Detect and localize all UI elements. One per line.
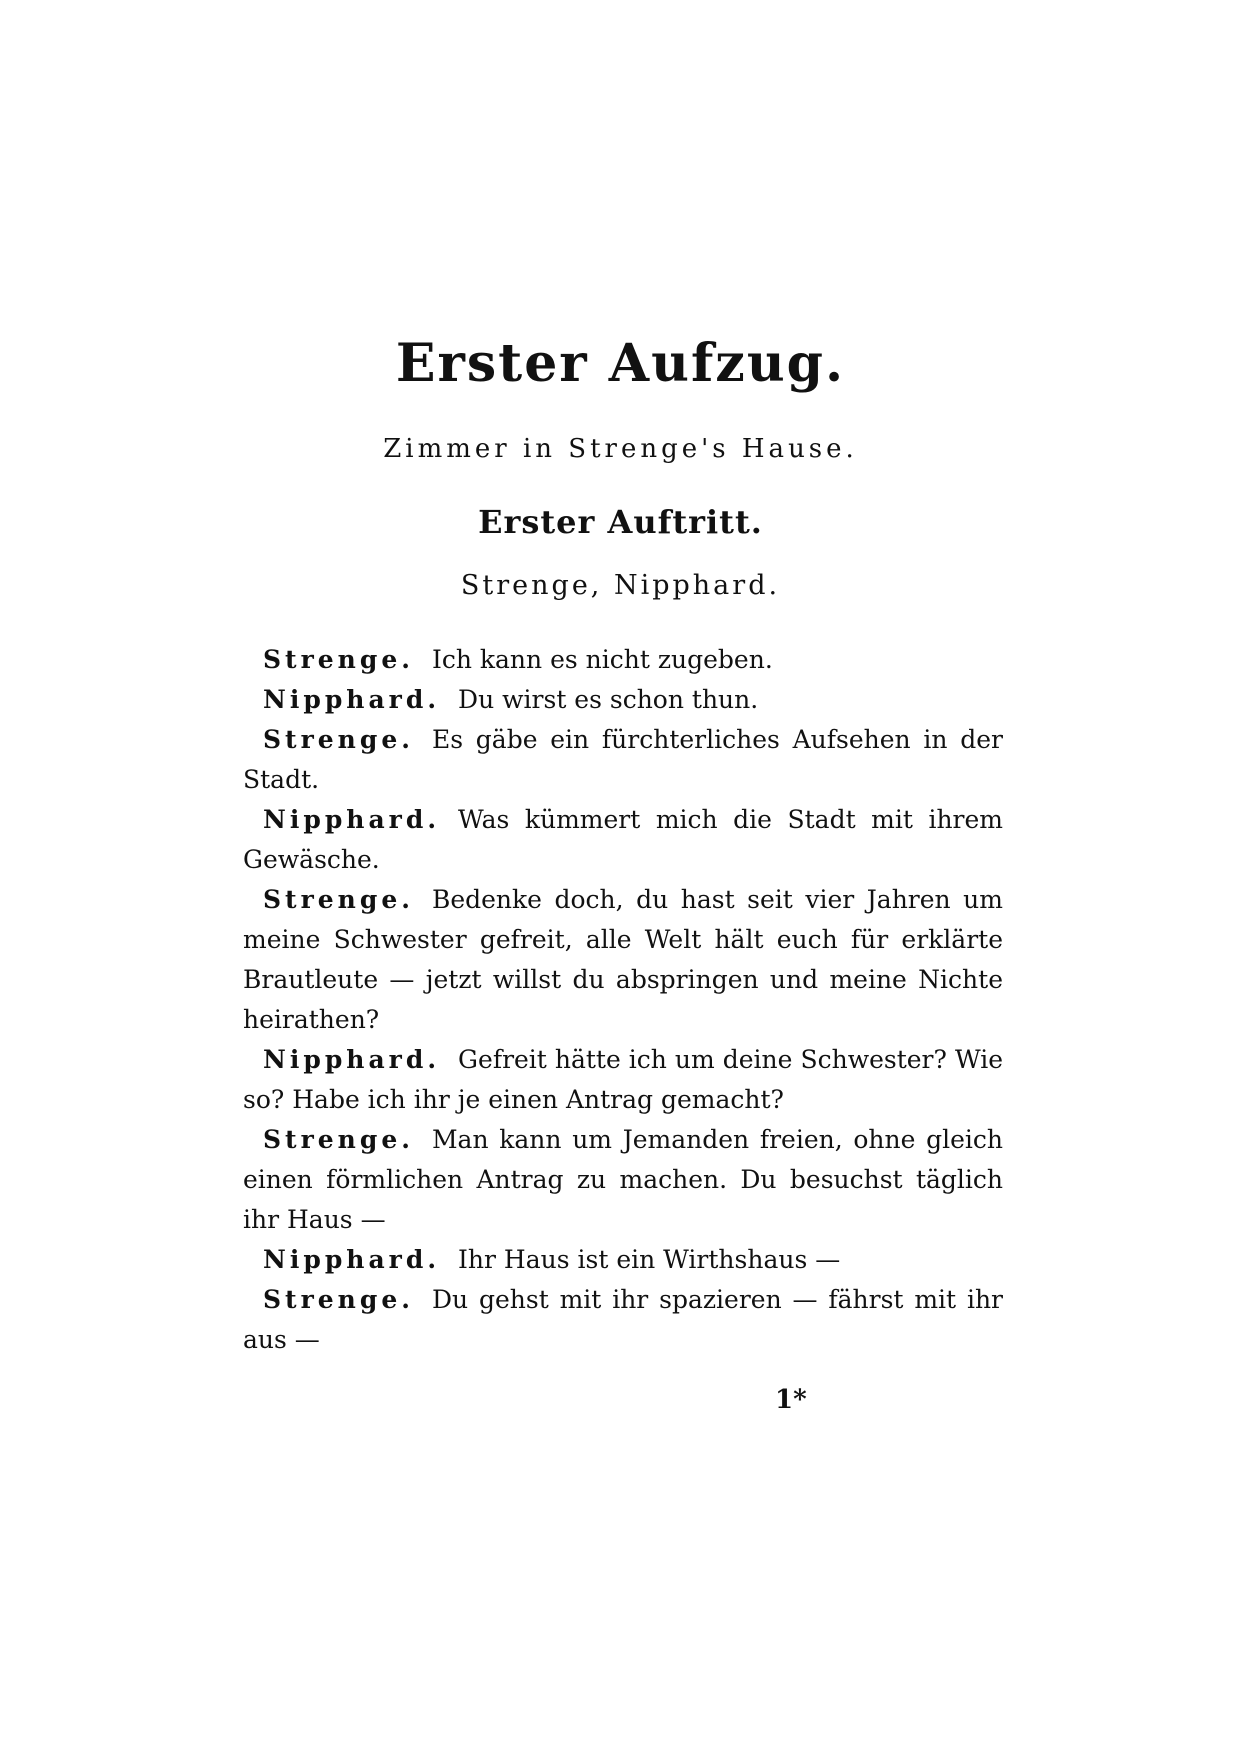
speech-text: Gefreit hätte ich um deine Schwester? Wie so? Habe ich ihr je einen Antrag gemacht?	[243, 1045, 1003, 1114]
speech	[243, 1280, 1003, 1360]
persons-list: Strenge, Nipphard.	[460, 570, 781, 601]
speaker-name: Strenge.	[263, 645, 414, 674]
speaker-name: Nipphard.	[263, 1245, 441, 1274]
scene-title: Erster Auftritt.	[478, 503, 763, 541]
speaker-name: Nipphard.	[263, 685, 441, 714]
speech-text: Was kümmert mich die Stadt mit ihrem Gewäsche.	[243, 805, 1003, 874]
speaker-name: Strenge.	[263, 1285, 414, 1314]
speech	[243, 1120, 1003, 1240]
speaker-name: Strenge.	[263, 885, 414, 914]
speaker-name: Strenge.	[263, 1125, 414, 1154]
speech-text: Du wirst es schon thun.	[458, 685, 759, 714]
speech-text: Ihr Haus ist ein Wirthshaus —	[458, 1245, 841, 1274]
speech-text: Du gehst mit ihr spazieren — fährst mit ihr aus —	[243, 1285, 1003, 1354]
speech	[243, 720, 1003, 800]
speech	[243, 1240, 1003, 1280]
speech	[243, 1040, 1003, 1120]
speaker-name: Nipphard.	[263, 1045, 441, 1074]
speaker-name: Nipphard.	[263, 805, 441, 834]
speech	[243, 880, 1003, 1040]
scene-setting: Zimmer in Strenge's Hause.	[383, 434, 858, 464]
speech	[243, 680, 1003, 720]
dialogue	[243, 640, 1003, 1360]
speech	[243, 800, 1003, 880]
speaker-name: Strenge.	[263, 725, 414, 754]
speech-text: Es gäbe ein fürchterliches Aufsehen in der Stadt.	[243, 725, 1003, 794]
speech-text: Ich kann es nicht zugeben.	[431, 645, 773, 674]
act-title: Erster Aufzug.	[395, 333, 846, 394]
speech	[243, 640, 1003, 680]
page-number: 1*	[775, 1385, 807, 1415]
speech-text: Man kann um Jemanden freien, ohne gleich einen förmlichen Antrag zu machen. Du besuchst täglich ihr Haus —	[243, 1125, 1003, 1234]
speech-text: Bedenke doch, du hast seit vier Jahren um meine Schwester gefreit, alle Welt hält euch für erklärte Brautleute — jetzt willst du abspringen und meine Nichte heirathen?	[243, 885, 1003, 1034]
